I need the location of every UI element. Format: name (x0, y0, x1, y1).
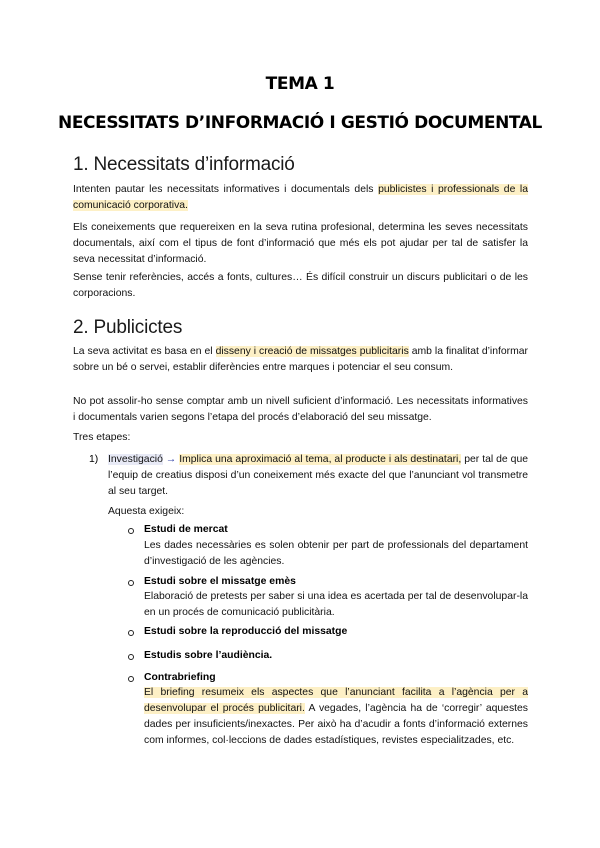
list-item-investigation (108, 452, 528, 500)
bullet-title-audience-studies: Estudis sobre l’audiència. (144, 650, 273, 661)
bullet-title-reproduction-study: Estudi sobre la reproducció del missatge (144, 626, 348, 637)
bullet-icon (128, 676, 134, 682)
bullet-title-message-study: Estudi sobre el missatge emès (144, 576, 296, 587)
bullet-title-contrabriefing: Contrabriefing (144, 672, 216, 683)
section-2-paragraph-2: No pot assolir-ho sense comptar amb un nivell suficient d’informació. Les necessitats informatives i documentals varien segons l’etapa del procés d’elaboració del seu missatge. (73, 396, 528, 423)
section-1-title: 1. Necessitats d’informació (73, 154, 295, 175)
bullet-desc-market-study: Les dades necessàries es solen obtenir per part de professionals del departament d’investigació de les agències. (144, 540, 528, 567)
term-investigation: Investigació (108, 454, 163, 465)
bullet-icon (128, 580, 134, 586)
bullet-icon (128, 654, 134, 660)
paragraph-text: Intenten pautar les necessitats informatives i documentals dels (73, 184, 379, 195)
paragraph-text: per tal de que l’equip de creatius disposi d’un coneixement més exacte del que l’anunciant vol transmetre al seu target. (108, 454, 529, 497)
section-1-paragraph-3: Sense tenir referències, accés a fonts, cultures… És difícil construir un discurs publicitari o de les corporacions. (73, 272, 528, 299)
bullet-desc-contrabriefing (144, 685, 528, 749)
section-2-title: 2. Publicictes (73, 317, 183, 338)
arrow-icon: → (165, 454, 177, 465)
highlight-publicists: publicistes i professionals de la comunicació corporativa. (73, 184, 528, 211)
document-title: NECESSITATS D’INFORMACIÓ I GESTIÓ DOCUMENTAL (58, 113, 542, 133)
bullet-icon (128, 528, 134, 534)
highlight-approach: Implica una aproximació al tema, al producte i als destinatari, (179, 454, 462, 465)
bullet-title-market-study: Estudi de mercat (144, 524, 228, 535)
bullet-desc-message-study: Elaboració de pretests per saber si una idea es acertada per tal de desenvolupar-la en un procés de comunicació publicitària. (144, 591, 528, 618)
requirements-intro: Aquesta exigeix: (108, 506, 185, 517)
highlight-design: disseny i creació de missatges publicitaris (215, 346, 409, 357)
list-number: 1) (89, 454, 99, 465)
section-2-paragraph-3: Tres etapes: (73, 432, 131, 443)
paragraph-text: A vegades, l’agència ha de ‘corregir’ aquestes dades per insuficients/inexactes. Per això ha d’acudir a fonts d’informació externes com informes, col·leccions de dades estadístiques, revistes especialitzades, etc. (144, 703, 528, 746)
highlight-briefing: El briefing resumeix els aspectes que l’anunciant facilita a l’agència per a desenvolupar el procés publicitari. (144, 687, 528, 714)
topic-heading: TEMA 1 (265, 74, 335, 94)
section-1-paragraph-1 (73, 182, 528, 214)
paragraph-text: amb la finalitat d’informar sobre un bé o servei, establir diferències entre marques i potenciar el seu consum. (73, 346, 529, 373)
section-1-paragraph-2: Els coneixements que requereixen en la seva rutina profesional, determina les seves necessitats documentals, així com el tipus de font d’informació que més els pot ajudar per tal de satisfer la seva necessitat d’informació. (73, 222, 528, 265)
paragraph-text: La seva activitat es basa en el (73, 346, 216, 357)
bullet-icon (128, 630, 134, 636)
section-2-paragraph-1 (73, 344, 528, 376)
